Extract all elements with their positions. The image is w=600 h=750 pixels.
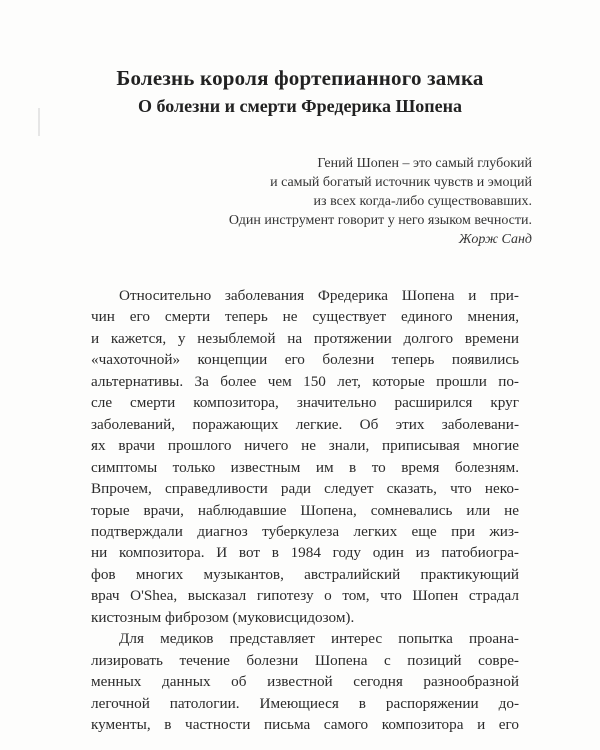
text-line: подтверждали диагноз туберкулеза легких еще при жиз-	[91, 522, 519, 540]
chapter-title: Болезнь короля фортепианного замка	[116, 66, 484, 90]
text-line: Для медиков представляет интерес попытка проана-	[119, 630, 519, 648]
text-line: чин его смерти теперь не существует единого мнения,	[91, 308, 519, 326]
text-line: легочной патологии. Имеющиеся в распоряжении до-	[91, 694, 519, 712]
epigraph-line: Гений Шопен – это самый глубокий	[317, 156, 532, 171]
epigraph	[172, 154, 532, 249]
epigraph-line: из всех когда-либо существовавших.	[313, 194, 532, 209]
chapter-subtitle: О болезни и смерти Фредерика Шопена	[138, 96, 462, 116]
body-text	[91, 285, 519, 736]
text-line: торые врачи, наблюдавшие Шопена, сомневались или не	[91, 501, 519, 519]
text-line: фов многих музыкантов, австралийский практикующий	[91, 565, 519, 583]
text-line: ни композитора. И вот в 1984 году один из патобиогра-	[91, 544, 519, 562]
text-line: альтернативы. За более чем 150 лет, которые прошли по-	[91, 372, 519, 390]
text-line: заболеваний, поражающих легкие. Об этих заболевани-	[91, 415, 519, 433]
text-line: менных данных об известной сегодня разнообразной	[91, 673, 519, 691]
text-line: кументы, в частности письма самого композитора и его	[91, 716, 519, 734]
text-line: врач O'Shea, высказал гипотезу о том, что Шопен страдал	[91, 587, 519, 605]
epigraph-line: Один инструмент говорит у него языком вечности.	[228, 213, 532, 228]
text-line: кистозным фиброзом (муковисцидозом).	[91, 608, 355, 626]
text-line: ях врачи прошлого ничего не знали, приписывая многие	[91, 437, 519, 455]
text-line: лизировать течение болезни Шопена с позиций совре-	[91, 651, 519, 669]
text-line: и кажется, у незыблемой на протяжении долгого времени	[91, 329, 519, 347]
text-line: «чахоточной» концепции его болезни теперь появились	[91, 351, 519, 369]
epigraph-line: и самый богатый источник чувств и эмоций	[270, 175, 532, 190]
text-line: Впрочем, справедливости ради следует сказать, что неко-	[91, 480, 519, 498]
text-line: сле смерти композитора, значительно расширился круг	[91, 394, 519, 412]
margin-shadow	[38, 108, 40, 136]
epigraph-author: Жорж Санд	[458, 232, 532, 247]
text-line: симптомы только известным им в то время болезням.	[91, 458, 519, 476]
text-line: Относительно заболевания Фредерика Шопена и при-	[119, 287, 519, 304]
